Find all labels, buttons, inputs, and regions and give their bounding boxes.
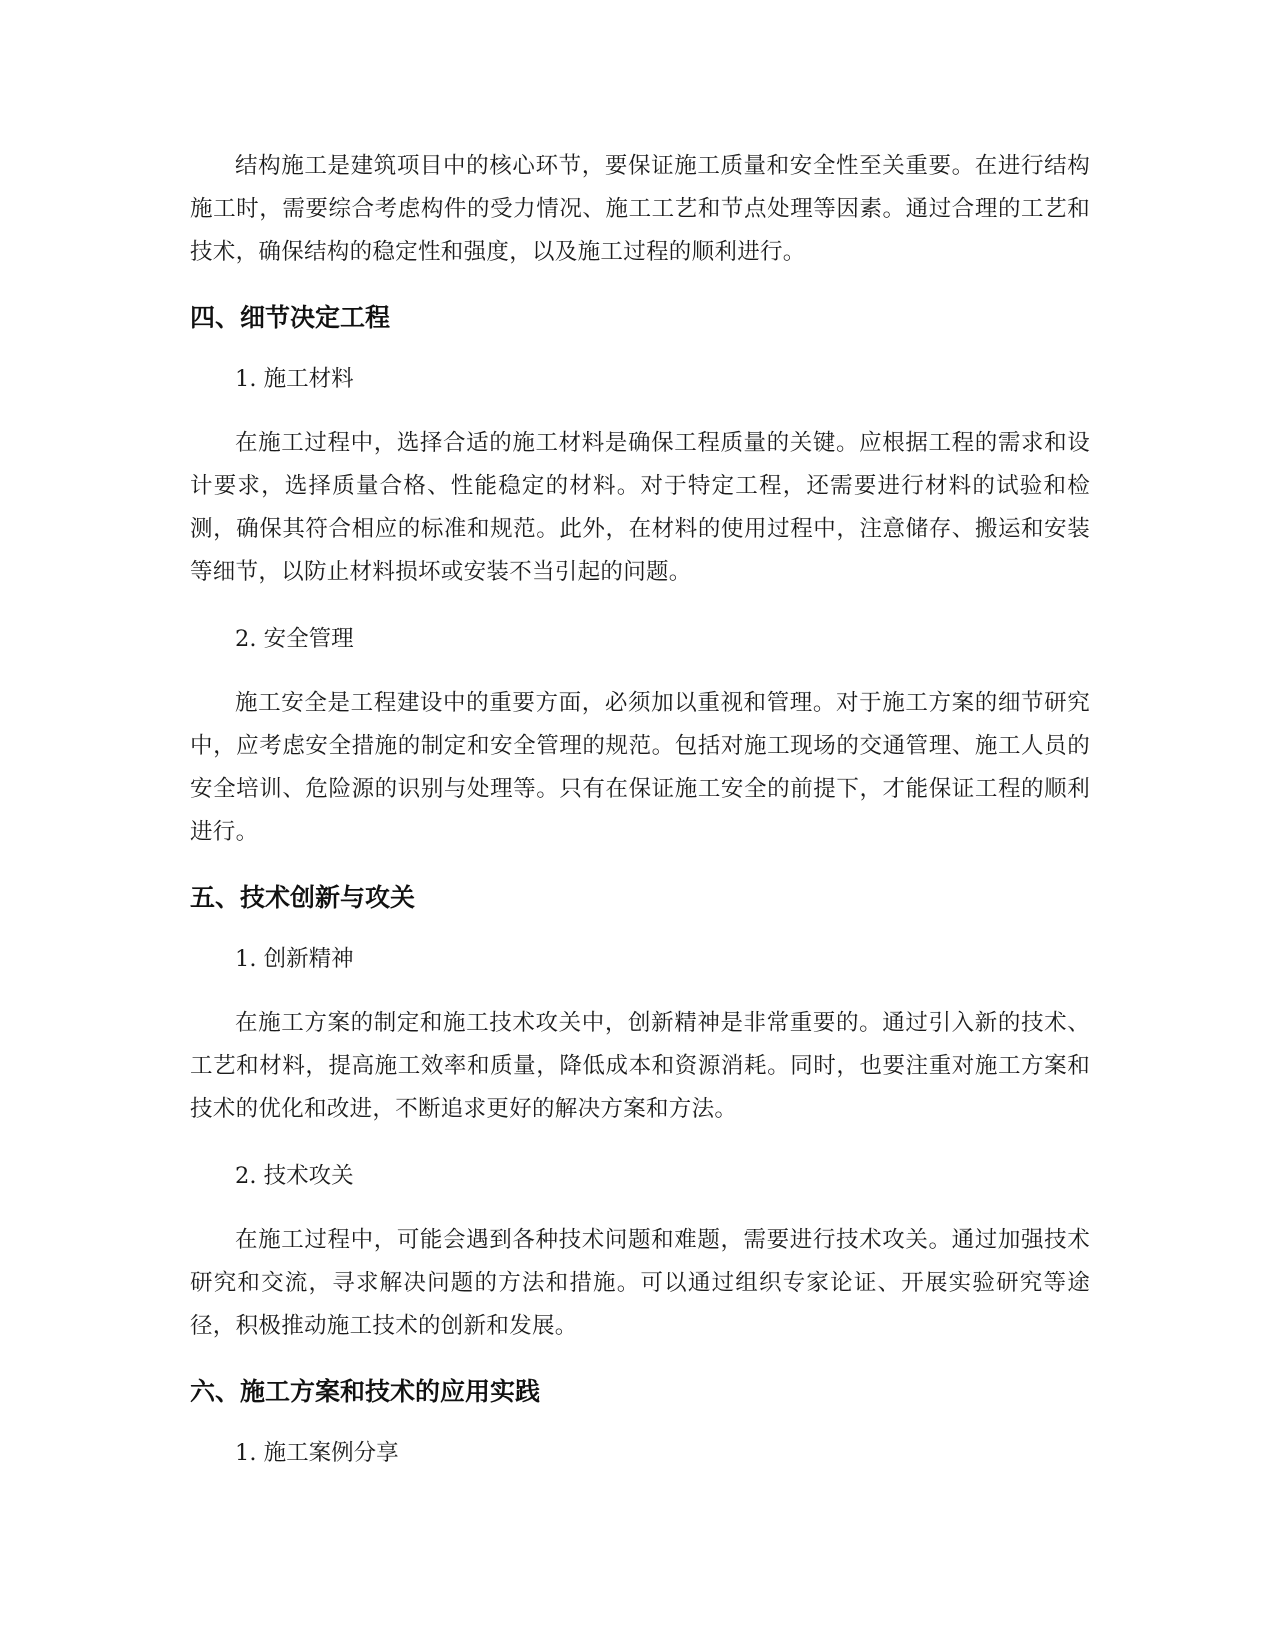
section-4-materials-paragraph: 在施工过程中，选择合适的施工材料是确保工程质量的关键。应根据工程的需求和设计要求，选择质量合格、性能稳定的材料。对于特定工程，还需要进行材料的试验和检测，确保其符合相应的标准和规范。此外，在材料的使用过程中，注意储存、搬运和安装等细节，以防止材料损坏或安装不当引起的问题。 xyxy=(190,430,1090,585)
section-5-heading: 五、技术创新与攻关 xyxy=(190,883,416,912)
section-4-heading: 四、细节决定工程 xyxy=(190,303,391,332)
section-5-tech-breakthrough-paragraph: 在施工过程中，可能会遇到各种技术问题和难题，需要进行技术攻关。通过加强技术研究和交流，寻求解决问题的方法和措施。可以通过组织专家论证、开展实验研究等途径，积极推动施工技术的创新和发展。 xyxy=(190,1227,1090,1339)
section-4-subheading-materials: 1. 施工材料 xyxy=(235,366,354,392)
document-body xyxy=(190,145,1090,1496)
intro-paragraph: 结构施工是建筑项目中的核心环节，要保证施工质量和安全性至关重要。在进行结构施工时，需要综合考虑构件的受力情况、施工工艺和节点处理等因素。通过合理的工艺和技术，确保结构的稳定性和强度，以及施工过程的顺利进行。 xyxy=(190,153,1090,265)
section-4-safety-paragraph: 施工安全是工程建设中的重要方面，必须加以重视和管理。对于施工方案的细节研究中，应考虑安全措施的制定和安全管理的规范。包括对施工现场的交通管理、施工人员的安全培训、危险源的识别与处理等。只有在保证施工安全的前提下，才能保证工程的顺利进行。 xyxy=(190,690,1090,845)
section-6-heading: 六、施工方案和技术的应用实践 xyxy=(190,1377,541,1406)
section-5-innovation-paragraph: 在施工方案的制定和施工技术攻关中，创新精神是非常重要的。通过引入新的技术、工艺和材料，提高施工效率和质量，降低成本和资源消耗。同时，也要注重对施工方案和技术的优化和改进，不断追求更好的解决方案和方法。 xyxy=(190,1010,1090,1122)
section-4-subheading-safety: 2. 安全管理 xyxy=(235,626,354,652)
section-5-subheading-innovation: 1. 创新精神 xyxy=(235,946,354,972)
section-5-subheading-tech-breakthrough: 2. 技术攻关 xyxy=(235,1163,354,1189)
section-6-subheading-case-sharing: 1. 施工案例分享 xyxy=(235,1440,399,1466)
